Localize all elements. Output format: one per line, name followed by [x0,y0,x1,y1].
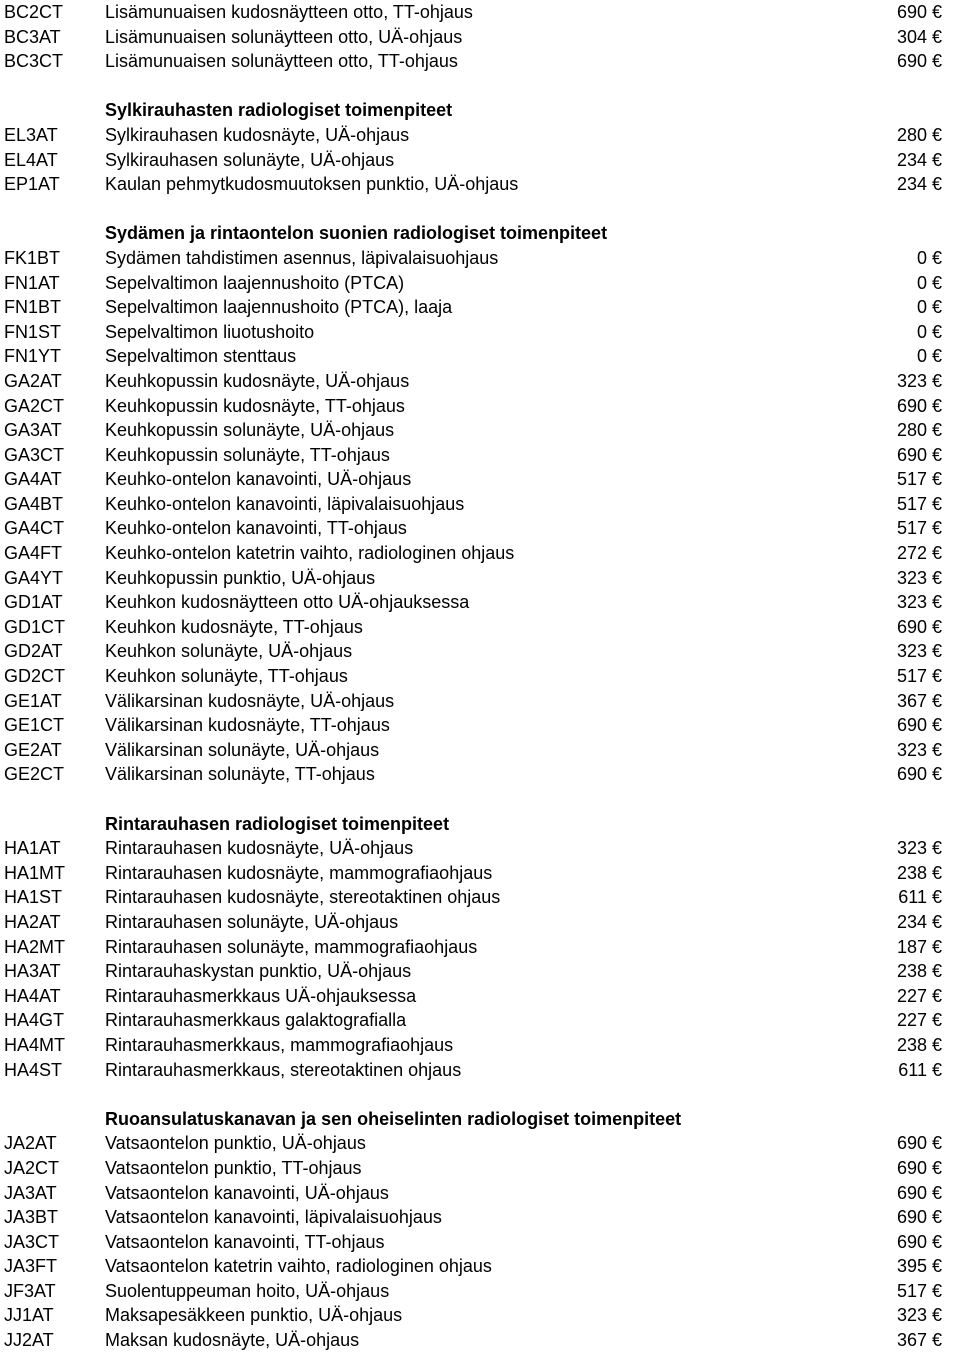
procedure-description: Keuhkon kudosnäytteen otto UÄ-ohjauksessa [105,592,470,613]
procedure-code: GD1AT [4,592,63,613]
price-row [0,1131,960,1156]
procedure-price: 280 [896,420,927,441]
price-row [0,492,960,517]
procedure-code: GA4BT [4,493,64,514]
procedure-description: Sepelvaltimon liuotushoito [105,321,315,342]
currency-symbol: € [932,739,943,760]
procedure-code: JJ1AT [4,1305,54,1326]
procedure-code: GA3AT [4,420,62,441]
procedure-description: Vatsaontelon punktio, TT-ohjaus [105,1157,362,1178]
procedure-description: Maksan kudosnäyte, UÄ-ohjaus [105,1330,360,1351]
procedure-description: Rintarauhasmerkkaus, mammografiaohjaus [105,1034,454,1055]
procedure-description: Välikarsinan kudosnäyte, UÄ-ohjaus [105,690,395,711]
currency-symbol: € [932,346,943,367]
currency-symbol: € [932,395,943,416]
price-section [0,787,960,1082]
price-row [0,148,960,173]
procedure-description: Rintarauhasen solunäyte, mammografiaohjaus [105,936,478,957]
procedure-code: BC2CT [4,2,64,22]
procedure-price: 690 [896,51,927,72]
procedure-price: 690 [896,764,927,785]
procedure-code: FN1AT [4,272,60,293]
price-row [0,885,960,910]
procedure-description: Vatsaontelon kanavointi, TT-ohjaus [105,1231,385,1252]
procedure-description: Rintarauhasen kudosnäyte, mammografiaohjaus [105,862,493,883]
procedure-code: HA3AT [4,961,61,982]
procedure-code: GE1CT [4,715,65,736]
section-heading: Rintarauhasen radiologiset toimenpiteet [105,813,450,834]
currency-symbol: € [932,985,943,1006]
price-row [0,1008,960,1033]
procedure-code: FN1BT [4,297,62,318]
procedure-code: JA2CT [4,1157,60,1178]
currency-symbol: € [932,641,943,662]
procedure-description: Vatsaontelon kanavointi, läpivalaisuohjaus [105,1207,442,1228]
price-row [0,1033,960,1058]
procedure-code: JA3AT [4,1182,57,1203]
procedure-price: 690 [896,1207,927,1228]
procedure-description: Keuhkopussin kudosnäyte, TT-ohjaus [105,395,405,416]
price-row [0,1205,960,1230]
price-row [0,246,960,271]
price-row [0,418,960,443]
procedure-price: 690 [896,2,927,22]
price-row [0,590,960,615]
currency-symbol: € [932,592,943,613]
procedure-description: Keuhkon solunäyte, UÄ-ohjaus [105,641,353,662]
currency-symbol: € [932,2,943,22]
procedure-description: Rintarauhasen solunäyte, UÄ-ohjaus [105,911,399,932]
price-row [0,935,960,960]
currency-symbol: € [932,51,943,72]
procedure-description: Suolentuppeuman hoito, UÄ-ohjaus [105,1280,390,1301]
price-row [0,123,960,148]
procedure-price: 187 [896,936,927,957]
price-row [0,738,960,763]
procedure-price: 690 [896,1133,927,1154]
procedure-price: 517 [896,469,927,490]
procedure-price: 323 [896,1305,927,1326]
procedure-price: 690 [896,1157,927,1178]
price-row [0,1279,960,1304]
procedure-code: JA3BT [4,1207,59,1228]
procedure-code: HA2AT [4,911,61,932]
price-row [0,664,960,689]
price-row [0,516,960,541]
procedure-price: 690 [896,1231,927,1252]
procedure-code: JF3AT [4,1280,56,1301]
procedure-code: GA2CT [4,395,65,416]
currency-symbol: € [932,838,943,859]
procedure-code: HA1MT [4,862,66,883]
price-row [0,566,960,591]
currency-symbol: € [932,567,943,588]
procedure-code: GA4AT [4,469,62,490]
currency-symbol: € [932,690,943,711]
section-heading-row [0,221,960,246]
price-section [0,0,960,74]
procedure-description: Maksapesäkkeen punktio, UÄ-ohjaus [105,1305,403,1326]
procedure-description: Sepelvaltimon laajennushoito (PTCA), laaja [105,297,453,318]
section-spacer [0,74,960,99]
procedure-code: HA1ST [4,887,63,908]
currency-symbol: € [932,1182,943,1203]
procedure-code: HA1AT [4,838,61,859]
currency-symbol: € [932,370,943,391]
procedure-description: Sylkirauhasen solunäyte, UÄ-ohjaus [105,149,395,170]
currency-symbol: € [932,420,943,441]
procedure-description: Sepelvaltimon laajennushoito (PTCA) [105,272,405,293]
procedure-code: BC3AT [4,26,61,47]
procedure-code: JA3CT [4,1231,60,1252]
procedure-price: 234 [896,911,927,932]
price-row [0,959,960,984]
currency-symbol: € [932,616,943,637]
procedure-description: Lisämunuaisen solunäytteen otto, TT-ohjaus [105,51,458,72]
procedure-price: 238 [896,961,927,982]
procedure-price: 517 [896,1280,927,1301]
procedure-price: 227 [896,1010,927,1031]
procedure-price: 517 [896,518,927,539]
currency-symbol: € [932,1256,943,1277]
procedure-price: 227 [896,985,927,1006]
procedure-code: GD2CT [4,666,66,687]
procedure-description: Keuhkopussin punktio, UÄ-ohjaus [105,567,376,588]
procedure-description: Vatsaontelon punktio, UÄ-ohjaus [105,1133,366,1154]
procedure-price: 323 [896,641,927,662]
price-row [0,1328,960,1353]
procedure-price: 611 [898,1059,927,1080]
currency-symbol: € [932,543,943,564]
currency-symbol: € [932,1157,943,1178]
currency-symbol: € [932,1207,943,1228]
procedure-code: GE2CT [4,764,65,785]
price-row [0,320,960,345]
procedure-code: GE1AT [4,690,62,711]
price-row [0,1303,960,1328]
procedure-price: 0 [916,247,927,268]
procedure-code: GD1CT [4,616,66,637]
currency-symbol: € [932,174,943,195]
procedure-price: 690 [896,395,927,416]
currency-symbol: € [932,469,943,490]
currency-symbol: € [932,1305,943,1326]
price-row [0,443,960,468]
procedure-price: 0 [916,297,927,318]
price-row [0,25,960,50]
procedure-description: Lisämunuaisen solunäytteen otto, UÄ-ohjaus [105,26,463,47]
procedure-description: Sydämen tahdistimen asennus, läpivalaisuohjaus [105,247,499,268]
procedure-description: Rintarauhasmerkkaus UÄ-ohjauksessa [105,985,417,1006]
procedure-description: Keuhkon kudosnäyte, TT-ohjaus [105,616,363,637]
currency-symbol: € [932,297,943,318]
currency-symbol: € [932,124,943,145]
section-spacer [0,1082,960,1107]
price-row [0,1058,960,1083]
price-section [0,74,960,197]
price-row [0,762,960,787]
price-row [0,1254,960,1279]
price-row [0,541,960,566]
currency-symbol: € [932,1034,943,1055]
procedure-description: Välikarsinan solunäyte, TT-ohjaus [105,764,375,785]
price-row [0,295,960,320]
section-heading: Sydämen ja rintaontelon suonien radiologiset toimenpiteet [105,223,608,244]
procedure-description: Kaulan pehmytkudosmuutoksen punktio, UÄ-ohjaus [105,174,519,195]
price-row [0,836,960,861]
currency-symbol: € [932,961,943,982]
currency-symbol: € [932,1280,943,1301]
procedure-price: 0 [916,321,927,342]
procedure-code: GD2AT [4,641,63,662]
procedure-description: Keuhko-ontelon katetrin vaihto, radiologinen ohjaus [105,543,515,564]
procedure-price: 367 [896,690,927,711]
price-row [0,0,960,25]
procedure-price: 690 [896,616,927,637]
procedure-description: Rintarauhasmerkkaus galaktografialla [105,1010,407,1031]
procedure-price: 234 [896,174,927,195]
procedure-price: 323 [896,370,927,391]
procedure-code: JA3FT [4,1256,58,1277]
procedure-code: GE2AT [4,739,62,760]
procedure-price: 690 [896,1182,927,1203]
currency-symbol: € [932,764,943,785]
procedure-price: 395 [896,1256,927,1277]
section-spacer [0,197,960,222]
section-heading-row [0,98,960,123]
procedure-description: Sylkirauhasen kudosnäyte, UÄ-ohjaus [105,124,410,145]
price-row [0,1230,960,1255]
procedure-code: GA4FT [4,543,63,564]
currency-symbol: € [932,444,943,465]
price-row [0,615,960,640]
procedure-code: GA2AT [4,370,62,391]
currency-symbol: € [932,272,943,293]
procedure-price: 323 [896,838,927,859]
currency-symbol: € [932,26,943,47]
section-heading: Sylkirauhasten radiologiset toimenpiteet [105,100,453,121]
currency-symbol: € [932,936,943,957]
price-row [0,713,960,738]
currency-symbol: € [932,1133,943,1154]
currency-symbol: € [932,247,943,268]
price-row [0,1181,960,1206]
procedure-description: Välikarsinan solunäyte, UÄ-ohjaus [105,739,380,760]
currency-symbol: € [932,149,943,170]
currency-symbol: € [932,887,943,908]
procedure-code: GA4YT [4,567,64,588]
procedure-code: BC3CT [4,51,64,72]
price-row [0,271,960,296]
procedure-code: EL4AT [4,149,58,170]
procedure-description: Rintarauhasmerkkaus, stereotaktinen ohjaus [105,1059,462,1080]
procedure-price: 238 [896,862,927,883]
currency-symbol: € [932,1231,943,1252]
currency-symbol: € [932,1010,943,1031]
procedure-description: Keuhkon solunäyte, TT-ohjaus [105,666,348,687]
price-row [0,344,960,369]
currency-symbol: € [932,518,943,539]
procedure-price: 517 [896,666,927,687]
procedure-description: Keuhko-ontelon kanavointi, läpivalaisuohjaus [105,493,465,514]
procedure-description: Rintarauhaskystan punktio, UÄ-ohjaus [105,961,412,982]
section-spacer [0,787,960,812]
procedure-description: Välikarsinan kudosnäyte, TT-ohjaus [105,715,390,736]
section-heading: Ruoansulatuskanavan ja sen oheiselinten radiologiset toimenpiteet [105,1108,682,1129]
price-row [0,1156,960,1181]
procedure-code: GA4CT [4,518,65,539]
procedure-description: Rintarauhasen kudosnäyte, UÄ-ohjaus [105,838,414,859]
procedure-description: Keuhkopussin solunäyte, UÄ-ohjaus [105,420,395,441]
procedure-price: 0 [916,272,927,293]
price-row [0,467,960,492]
price-row [0,394,960,419]
procedure-description: Rintarauhasen kudosnäyte, stereotaktinen ohjaus [105,887,501,908]
procedure-description: Vatsaontelon kanavointi, UÄ-ohjaus [105,1182,389,1203]
procedure-price: 323 [896,739,927,760]
procedure-code: FK1BT [4,247,61,268]
price-row [0,49,960,74]
procedure-code: JA2AT [4,1133,57,1154]
procedure-price: 517 [896,493,927,514]
procedure-price: 234 [896,149,927,170]
procedure-description: Sepelvaltimon stenttaus [105,346,297,367]
procedure-description: Keuhkopussin kudosnäyte, UÄ-ohjaus [105,370,410,391]
procedure-description: Keuhkopussin solunäyte, TT-ohjaus [105,444,390,465]
price-row [0,172,960,197]
procedure-price: 690 [896,715,927,736]
price-row [0,910,960,935]
procedure-price: 690 [896,444,927,465]
procedure-description: Lisämunuaisen kudosnäytteen otto, TT-ohjaus [105,2,473,22]
procedure-description: Keuhko-ontelon kanavointi, UÄ-ohjaus [105,469,412,490]
currency-symbol: € [932,862,943,883]
procedure-code: HA2MT [4,936,66,957]
procedure-code: HA4AT [4,985,61,1006]
procedure-price: 323 [896,567,927,588]
price-row [0,861,960,886]
procedure-code: HA4ST [4,1059,63,1080]
section-heading-row [0,812,960,837]
currency-symbol: € [932,1330,943,1351]
price-row [0,639,960,664]
price-section [0,197,960,787]
procedure-price: 323 [896,592,927,613]
price-section [0,1082,960,1353]
section-heading-row [0,1107,960,1132]
procedure-code: EL3AT [4,124,58,145]
procedure-price: 367 [896,1330,927,1351]
procedure-price: 611 [898,887,927,908]
currency-symbol: € [932,666,943,687]
currency-symbol: € [932,321,943,342]
procedure-price: 238 [896,1034,927,1055]
procedure-price: 0 [916,346,927,367]
currency-symbol: € [932,1059,943,1080]
price-row [0,369,960,394]
procedure-price: 280 [896,124,927,145]
procedure-code: FN1YT [4,346,62,367]
currency-symbol: € [932,493,943,514]
procedure-description: Vatsaontelon katetrin vaihto, radiologinen ohjaus [105,1256,492,1277]
procedure-code: JJ2AT [4,1330,54,1351]
procedure-code: HA4MT [4,1034,66,1055]
procedure-price: 272 [896,543,927,564]
procedure-description: Keuhko-ontelon kanavointi, TT-ohjaus [105,518,407,539]
currency-symbol: € [932,911,943,932]
procedure-code: HA4GT [4,1010,65,1031]
procedure-code: FN1ST [4,321,62,342]
price-row [0,689,960,714]
procedure-code: EP1AT [4,174,60,195]
procedure-price: 304 [896,26,927,47]
procedure-code: GA3CT [4,444,65,465]
price-row [0,984,960,1009]
currency-symbol: € [932,715,943,736]
